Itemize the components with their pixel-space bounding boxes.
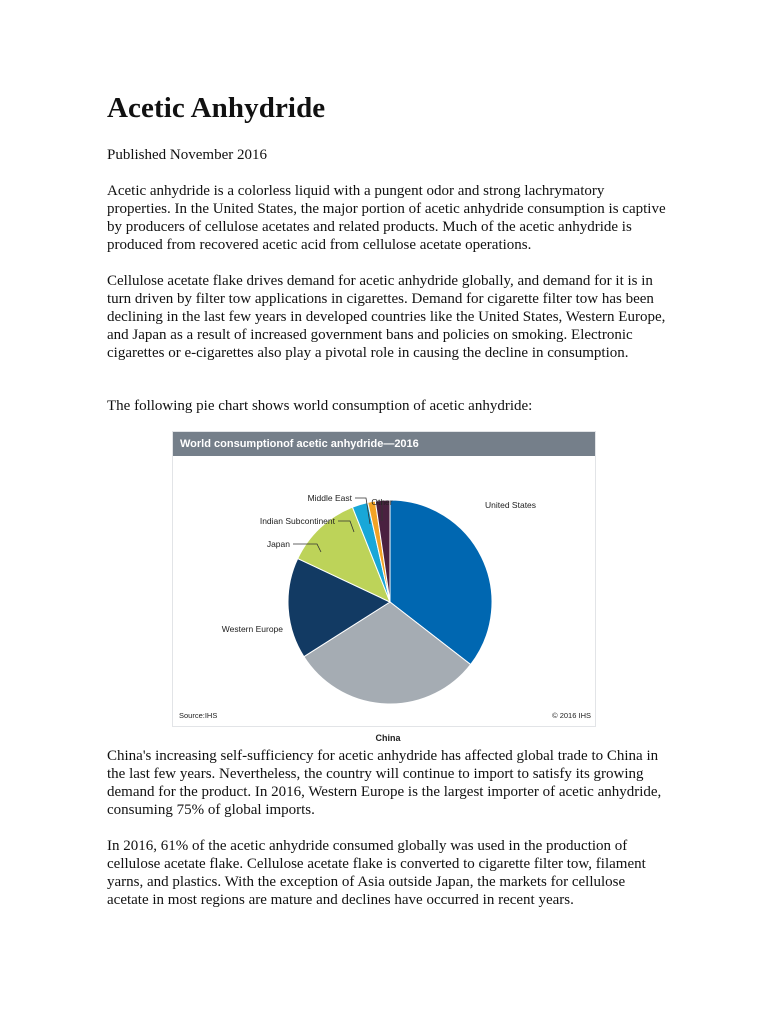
paragraph-intro: Acetic anhydride is a colorless liquid with a pungent odor and strong lachrymatory properties. In the United States, the major portion of acetic anhydride consumption is captive by producers of cellulose acetates and related products. Much of the acetic anhydride is produced from recovered acetic acid from cellulose acetate operations.	[107, 183, 666, 253]
chart-copyright: © 2016 IHS	[552, 711, 591, 720]
page-title: Acetic Anhydride	[107, 92, 326, 124]
slice-label-united-states: United States	[485, 500, 537, 510]
chart-source: Source:IHS	[179, 711, 218, 720]
paragraph-chart-intro: The following pie chart shows world consumption of acetic anhydride:	[107, 398, 533, 414]
slice-label-other: Other	[371, 497, 393, 507]
slice-label-middle-east: Middle East	[307, 493, 352, 503]
chart-title: World consumptionof acetic anhydride—2016	[173, 432, 595, 456]
slice-label-indian-subcontinent: Indian Subcontinent	[259, 516, 335, 526]
published-date: Published November 2016	[107, 147, 267, 163]
pie-chart-figure	[172, 431, 596, 743]
paragraph-cellulose: In 2016, 61% of the acetic anhydride consumed globally was used in the production of cellulose acetate flake. Cellulose acetate flake is converted to cigarette filter tow, filament yarns, and plastics. With the exception of Asia outside Japan, the markets for cellulose acetate in most regions are mature and declines have occurred in recent years.	[107, 838, 646, 908]
slice-label-western-europe: Western Europe	[221, 624, 283, 634]
slice-label-china: China	[375, 733, 401, 743]
paragraph-trade: China's increasing self-sufficiency for acetic anhydride has affected global trade to China in the last few years. Nevertheless, the country will continue to import to satisfy its growing demand for the product. In 2016, Western Europe is the largest importer of acetic anhydride, consuming 75% of global imports.	[107, 748, 662, 818]
slice-label-japan: Japan	[266, 539, 290, 549]
pie-chart	[173, 456, 595, 743]
paragraph-demand: Cellulose acetate flake drives demand for acetic anhydride globally, and demand for it is in turn driven by filter tow applications in cigarettes. Demand for cigarette filter tow has been declining in the last few years in developed countries like the United States, Western Europe, and Japan as a result of increased government bans and policies on smoking. Electronic cigarettes or e-cigarettes also play a pivotal role in causing the decline in consumption.	[107, 273, 666, 361]
